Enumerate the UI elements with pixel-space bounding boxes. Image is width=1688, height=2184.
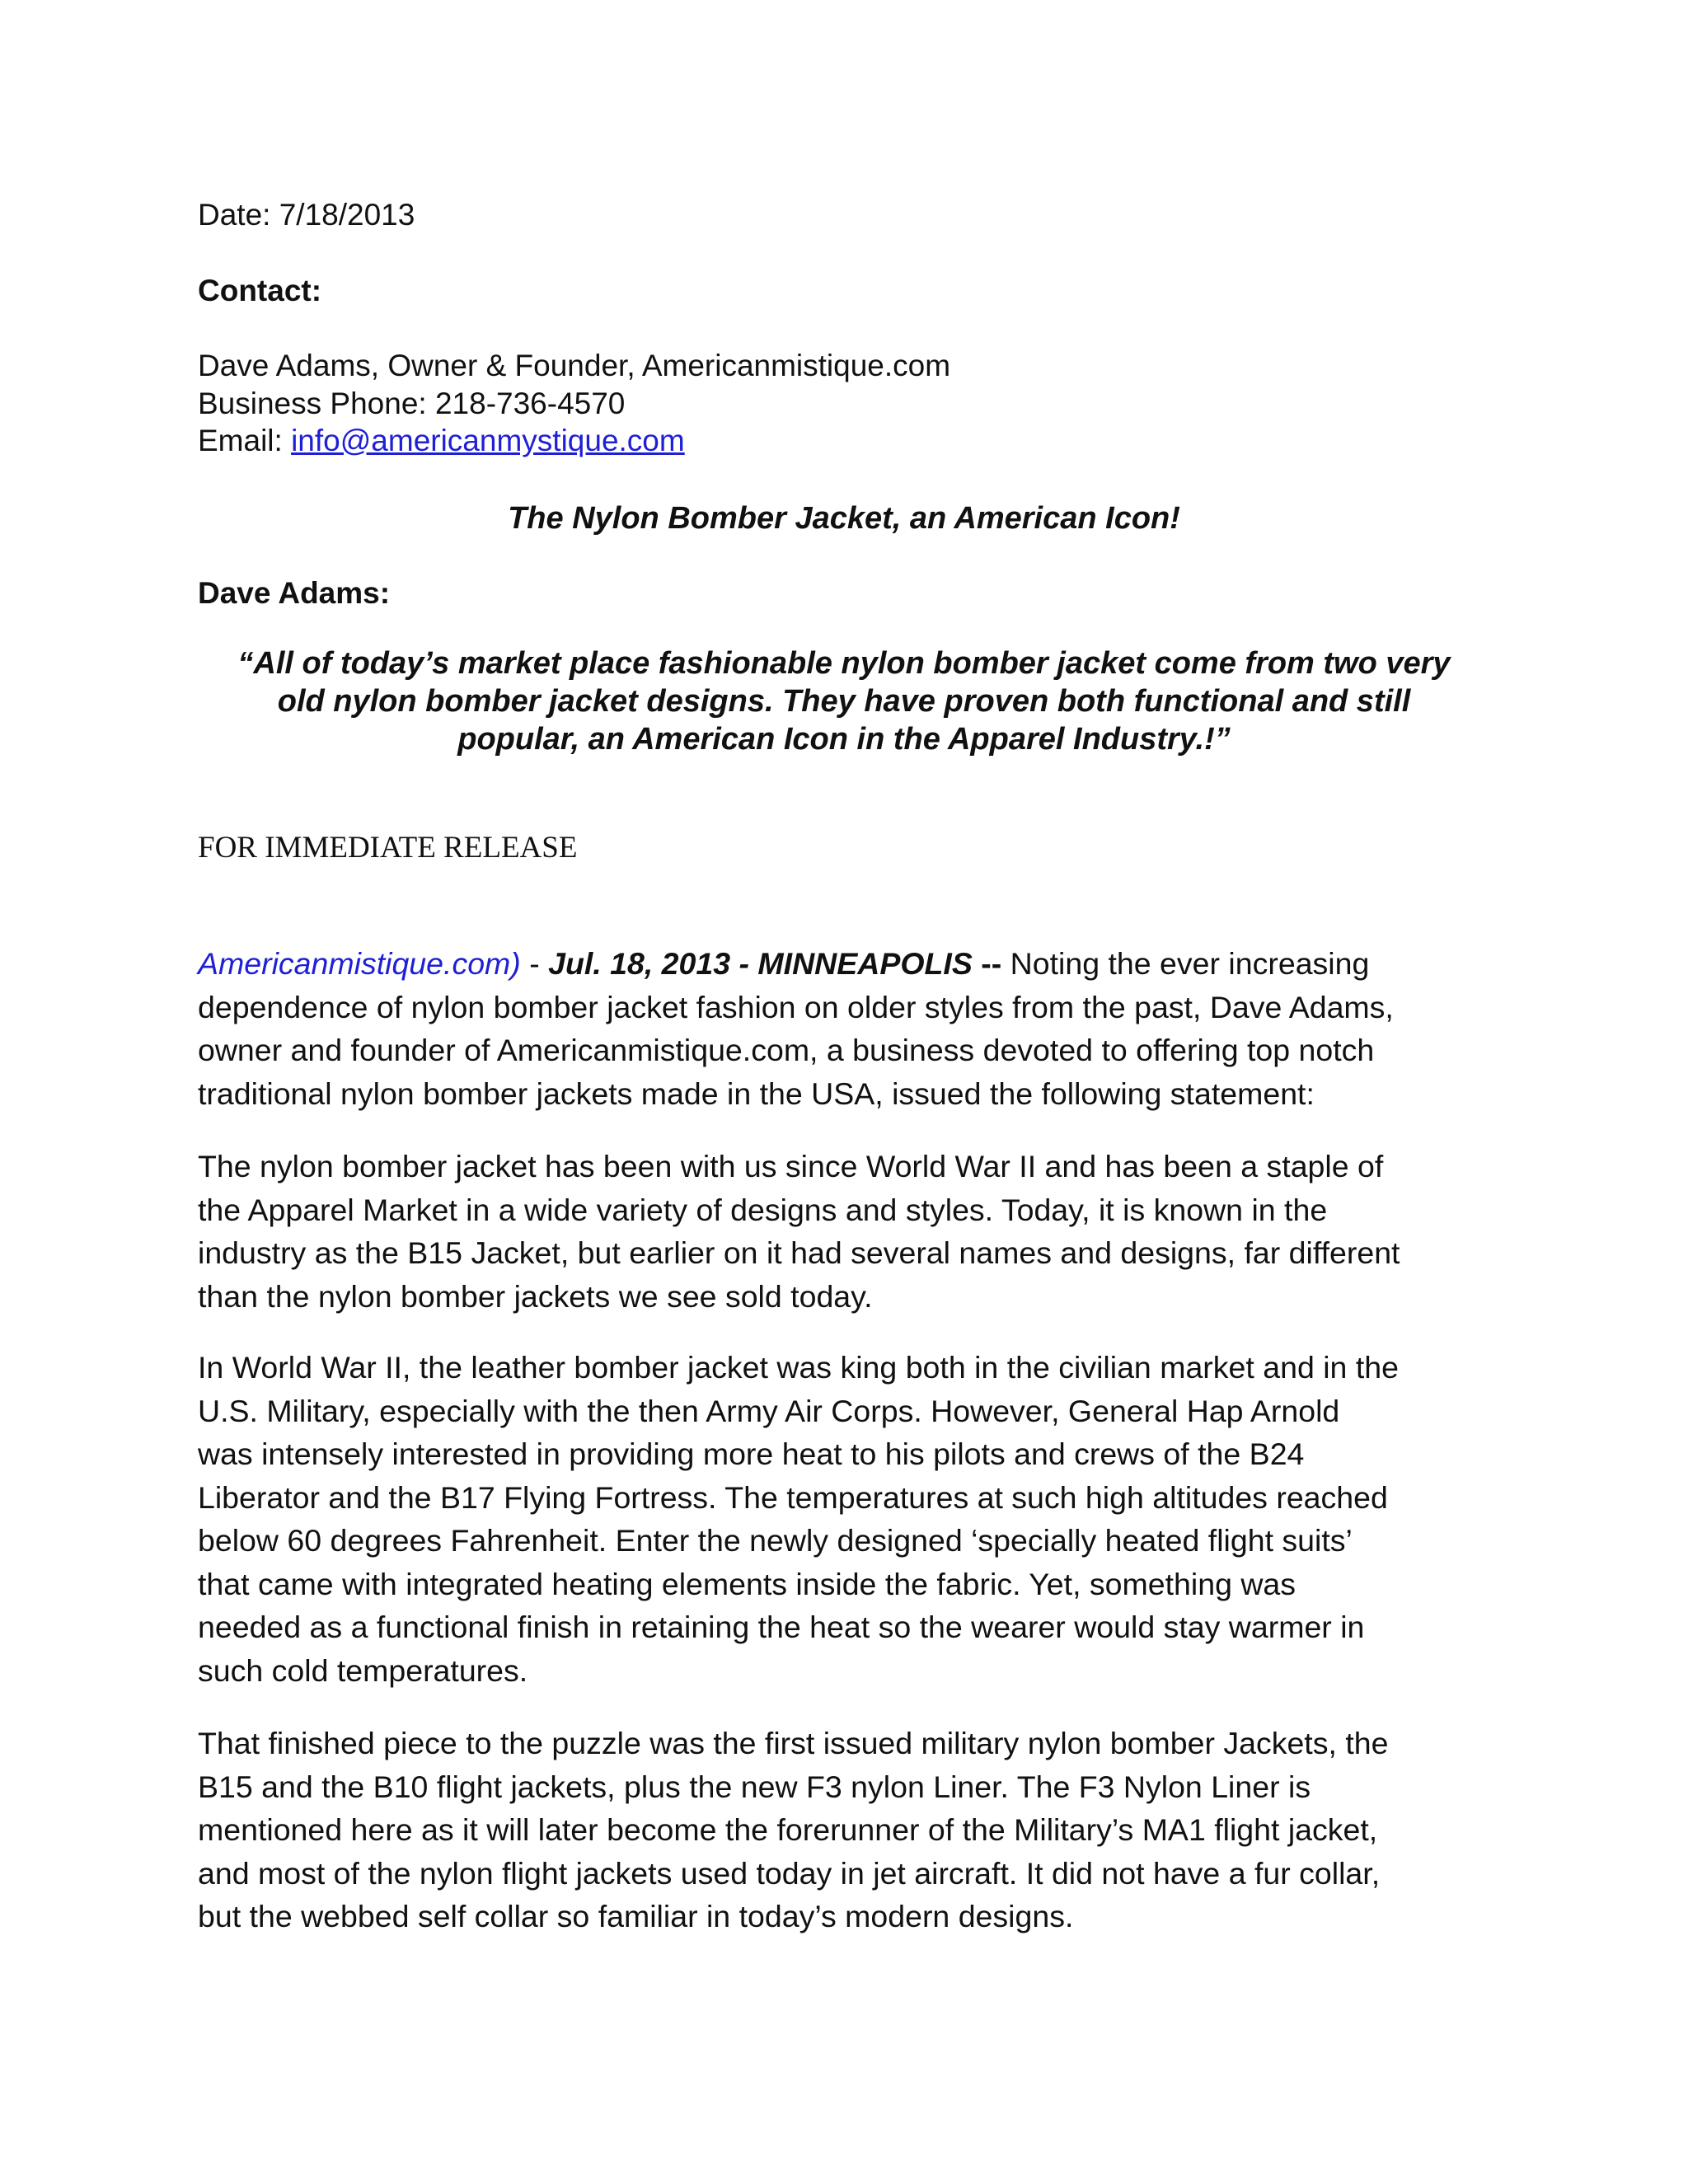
paragraph-line: that came with integrated heating elements inside the fabric. Yet, something was — [198, 1566, 1296, 1601]
paragraph-line: below 60 degrees Fahrenheit. Enter the newly designed ‘specially heated flight suits’ — [198, 1523, 1353, 1558]
paragraph-line: Liberator and the B17 Flying Fortress. The temperatures at such high altitudes reached — [198, 1479, 1388, 1515]
email-label: Email: — [198, 424, 292, 457]
paragraph-line: but the webbed self collar so familiar in today’s modern designs. — [198, 1899, 1074, 1933]
quote-line: “All of today’s market place fashionable nylon bomber jacket come from two very — [237, 646, 1451, 681]
quote-line: old nylon bomber jacket designs. They have proven both functional and still — [277, 684, 1411, 719]
email-link[interactable]: info@americanmystique.com — [291, 424, 685, 457]
contact-name-line: Dave Adams, Owner & Founder, Americanmistique.com — [198, 349, 951, 382]
body-paragraph-3 — [198, 1722, 1490, 1938]
quote-line: popular, an American Icon in the Apparel Industry.!” — [457, 722, 1231, 757]
paragraph-line: needed as a functional finish in retaining the heat so the wearer would stay warmer in — [198, 1610, 1365, 1644]
lead-first-line — [198, 942, 1490, 986]
paragraph-line: and most of the nylon flight jackets used today in jet aircraft. It did not have a fur collar, — [198, 1855, 1381, 1891]
paragraph-line: dependence of nylon bomber jacket fashion on older styles from the past, Dave Adams, — [198, 989, 1394, 1024]
dateline: Jul. 18, 2013 - MINNEAPOLIS — [548, 946, 973, 981]
lead-first-line-text: Noting the ever increasing — [1001, 946, 1370, 981]
date-line: Date: 7/18/2013 — [198, 198, 415, 232]
source-separator: - — [520, 946, 549, 981]
paragraph-line: In World War II, the leather bomber jacket was king both in the civilian market and in the — [198, 1350, 1399, 1385]
page-title: The Nylon Bomber Jacket, an American Icon! — [508, 501, 1180, 536]
paragraph-line: The nylon bomber jacket has been with us since World War II and has been a staple of — [198, 1149, 1384, 1183]
paragraph-line: the Apparel Market in a wide variety of designs and styles. Today, it is known in the — [198, 1192, 1328, 1227]
dateline-dashes: -- — [972, 946, 1002, 981]
paragraph-line: owner and founder of Americanmistique.com, a business devoted to offering top notch — [198, 1033, 1375, 1067]
paragraph-line: B15 and the B10 flight jackets, plus the new F3 nylon Liner. The F3 Nylon Liner is — [198, 1769, 1311, 1804]
body-paragraph-1 — [198, 1145, 1490, 1318]
paragraph-line: such cold temperatures. — [198, 1652, 528, 1688]
source-name: Americanmistique.com) — [198, 946, 521, 981]
paragraph-line: mentioned here as it will later become the forerunner of the Military’s MA1 flight jacket, — [198, 1812, 1378, 1847]
paragraph-line: U.S. Military, especially with the then Army Air Corps. However, General Hap Arnold — [198, 1393, 1340, 1428]
lead-paragraph — [198, 942, 1490, 1115]
contact-heading: Contact: — [198, 274, 322, 307]
release-label: FOR IMMEDIATE RELEASE — [198, 831, 578, 865]
paragraph-line: than the nylon bomber jackets we see sold today. — [198, 1278, 873, 1314]
body-paragraph-2 — [198, 1346, 1490, 1692]
paragraph-line: That finished piece to the puzzle was the first issued military nylon bomber Jackets, the — [198, 1726, 1389, 1760]
business-phone-line: Business Phone: 218-736-4570 — [198, 387, 626, 420]
email-line — [198, 422, 685, 460]
paragraph-line: was intensely interested in providing more heat to his pilots and crews of the B24 — [198, 1436, 1305, 1471]
paragraph-line: industry as the B15 Jacket, but earlier on it had several names and designs, far different — [198, 1235, 1400, 1270]
paragraph-line: traditional nylon bomber jackets made in the USA, issued the following statement: — [198, 1076, 1315, 1111]
speaker-heading: Dave Adams: — [198, 576, 391, 610]
pull-quote — [198, 644, 1490, 758]
